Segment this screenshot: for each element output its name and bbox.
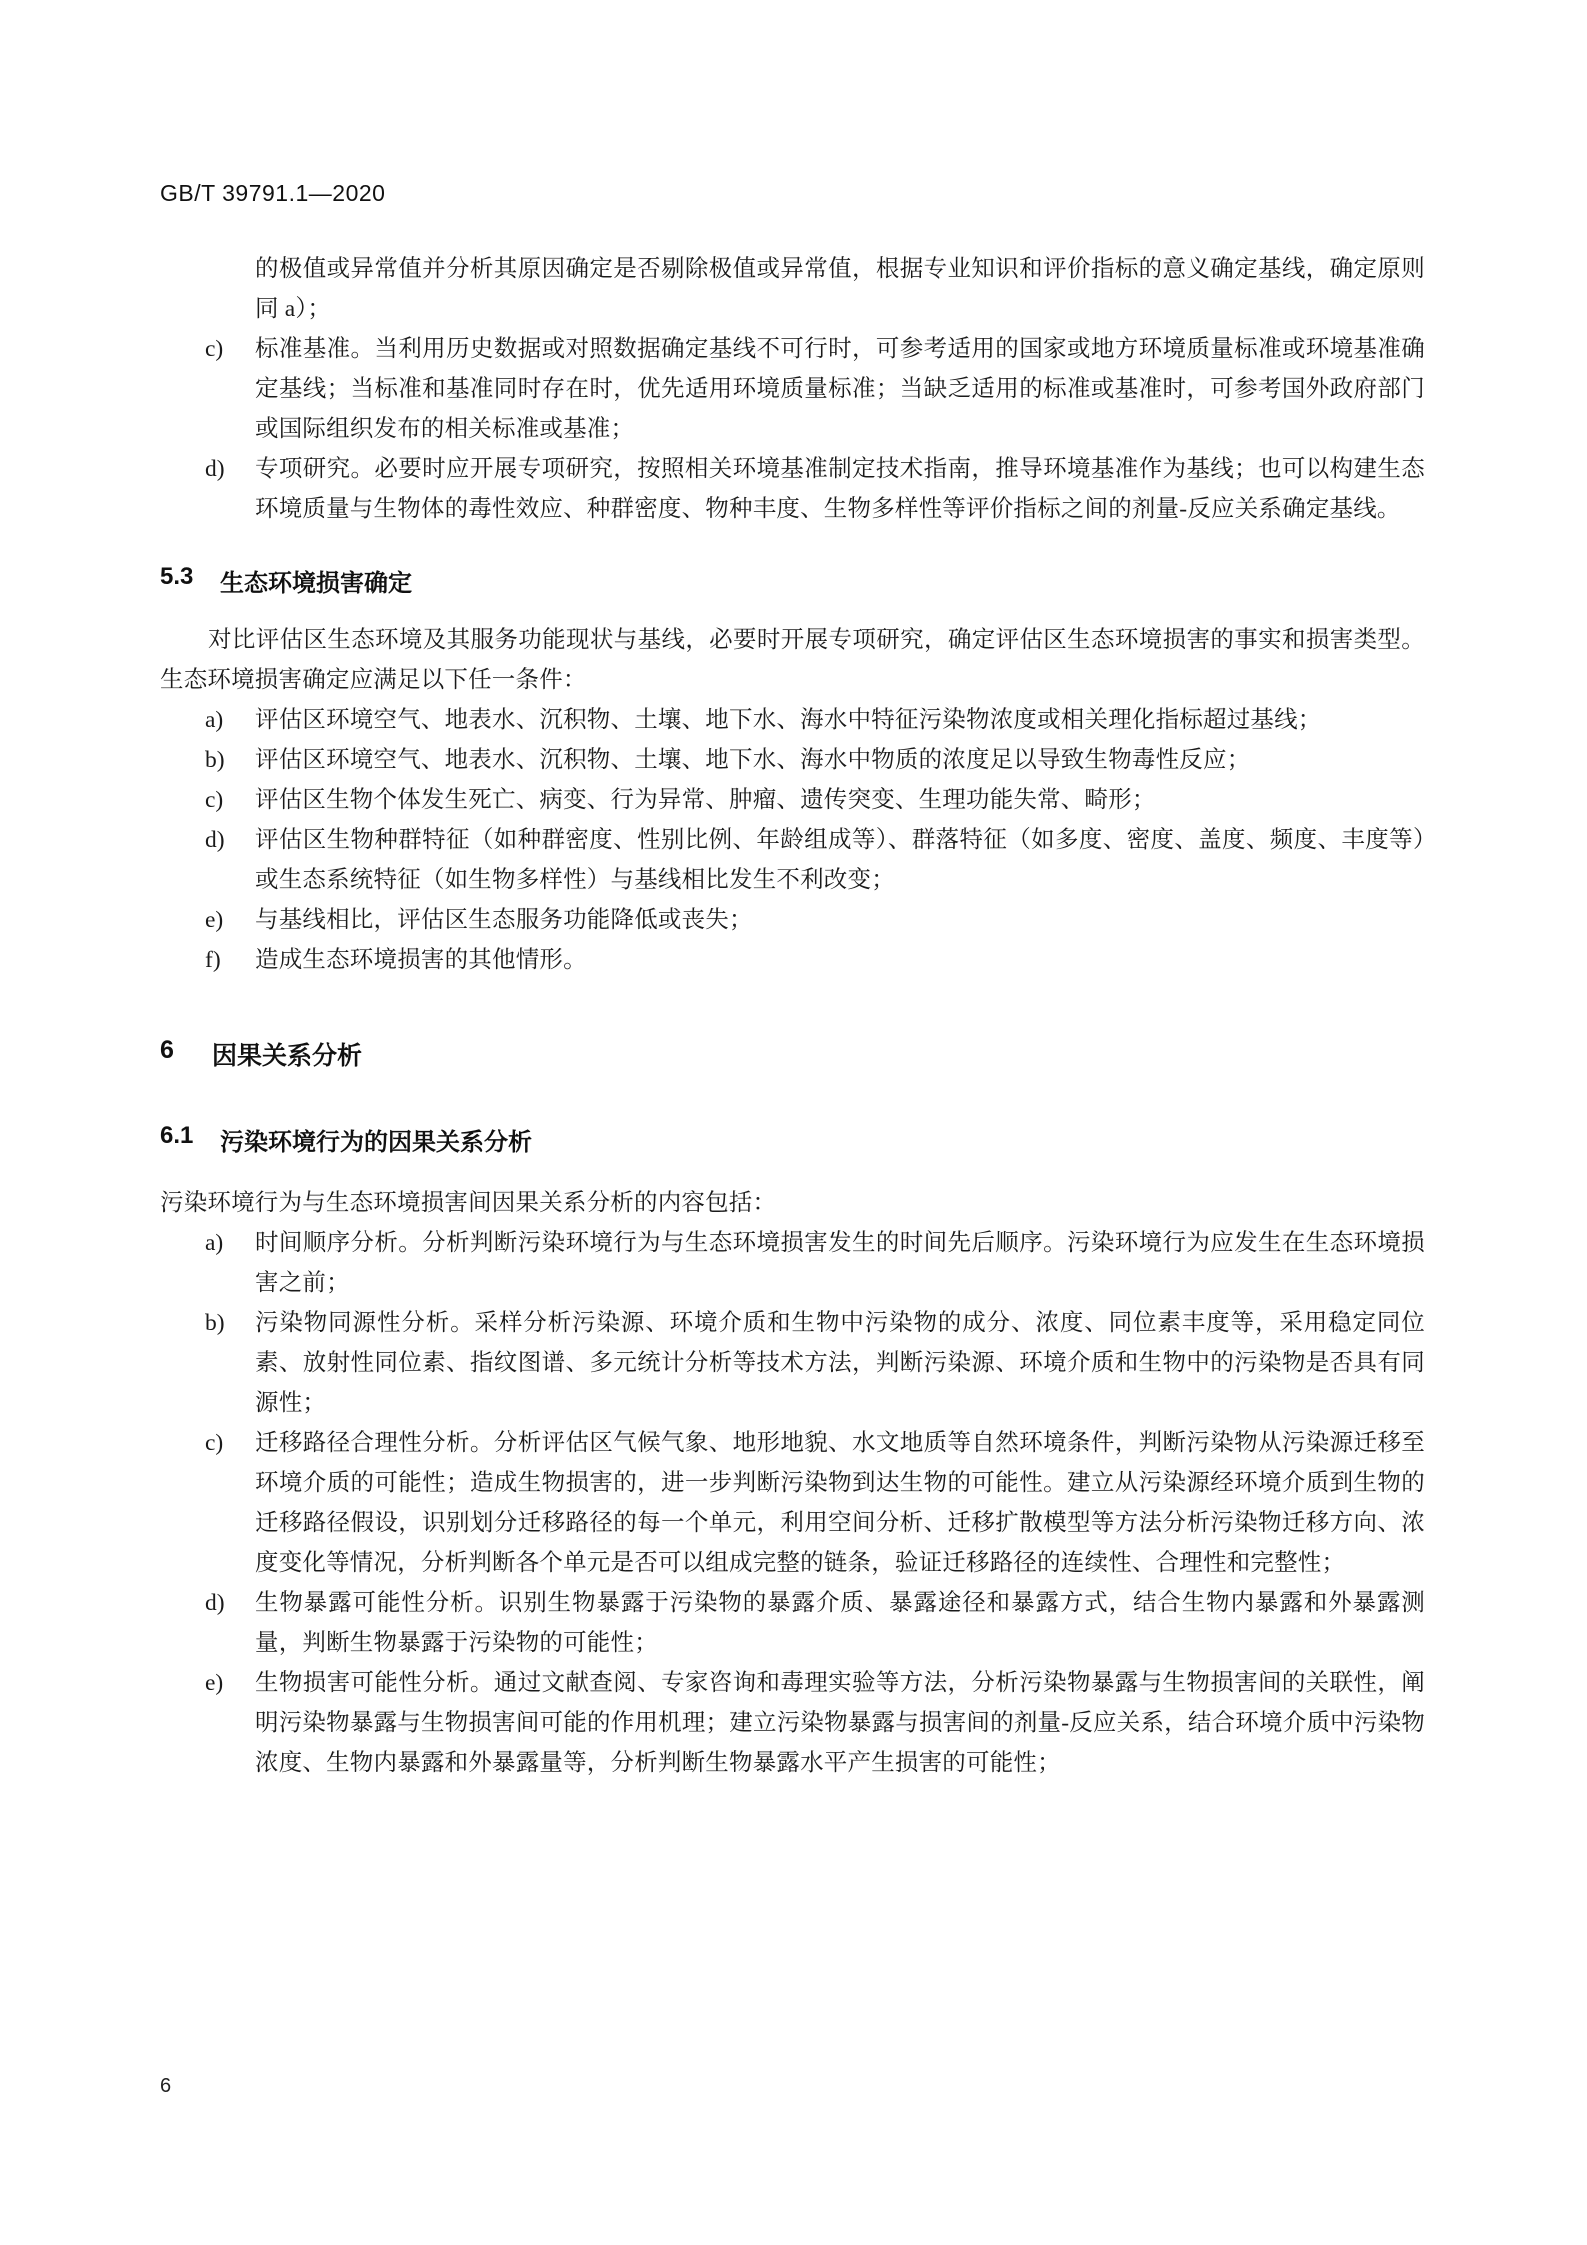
list-text: 专项研究。必要时应开展专项研究，按照相关环境基准制定技术指南，推导环境基准作为基线；也可以构建生态环境质量与生物体的毒性效应、种群密度、物种丰度、生物多样性等评价指标之间的剂量-反应关系确定基线。: [255, 456, 1425, 522]
list-item: [160, 1223, 1425, 1303]
list-item: [160, 820, 1425, 900]
list-item: [160, 700, 1425, 740]
list-item: [160, 900, 1425, 940]
section-6-1-list: [160, 1223, 1425, 1783]
list-text: 评估区环境空气、地表水、沉积物、土壤、地下水、海水中物质的浓度足以导致生物毒性反应；: [255, 747, 1251, 773]
list-item: [160, 1423, 1425, 1583]
list-text: 评估区生物个体发生死亡、病变、行为异常、肿瘤、遗传突变、生理功能失常、畸形；: [255, 787, 1156, 813]
list-text: 与基线相比，评估区生态服务功能降低或丧失；: [255, 907, 753, 933]
standard-code-header: GB/T 39791.1—2020: [160, 180, 386, 206]
list-marker: d): [205, 456, 225, 482]
top-list: [160, 329, 1425, 529]
section-number: 6.1: [160, 1122, 194, 1149]
section-5-3-intro: 对比评估区生态环境及其服务功能现状与基线，必要时开展专项研究，确定评估区生态环境损害的事实和损害类型。生态环境损害确定应满足以下任一条件：: [160, 627, 1425, 693]
list-marker: d): [205, 1590, 225, 1616]
list-item: [160, 1663, 1425, 1783]
section-5-3-list: [160, 700, 1425, 980]
section-number: 5.3: [160, 563, 194, 590]
list-text: 时间顺序分析。分析判断污染环境行为与生态环境损害发生的时间先后顺序。污染环境行为应发生在生态环境损害之前；: [255, 1230, 1425, 1296]
list-text: 生物损害可能性分析。通过文献查阅、专家咨询和毒理实验等方法，分析污染物暴露与生物损害间的关联性，阐明污染物暴露与生物损害间可能的作用机理；建立污染物暴露与损害间的剂量-反应关系，结合环境介质中污染物浓度、生物内暴露和外暴露量等，分析判断生物暴露水平产生损害的可能性；: [255, 1670, 1425, 1776]
list-text: 评估区生物种群特征（如种群密度、性别比例、年龄组成等）、群落特征（如多度、密度、盖度、频度、丰度等）或生态系统特征（如生物多样性）与基线相比发生不利改变；: [255, 827, 1425, 893]
list-text: 生物暴露可能性分析。识别生物暴露于污染物的暴露介质、暴露途径和暴露方式，结合生物内暴露和外暴露测量，判断生物暴露于污染物的可能性；: [255, 1590, 1425, 1656]
section-heading-5-3: [160, 563, 1425, 598]
list-item: [160, 940, 1425, 980]
list-item: [160, 780, 1425, 820]
list-marker: c): [205, 336, 224, 362]
list-marker: b): [205, 747, 225, 773]
list-item: [160, 449, 1425, 529]
list-marker: a): [205, 707, 224, 733]
list-text: 评估区环境空气、地表水、沉积物、土壤、地下水、海水中特征污染物浓度或相关理化指标超过基线；: [255, 707, 1322, 733]
list-marker: f): [205, 947, 221, 973]
page-content: [160, 180, 1425, 1783]
list-item: [160, 740, 1425, 780]
section-heading-6-1: [160, 1122, 1425, 1157]
section-6-1-intro: 污染环境行为与生态环境损害间因果关系分析的内容包括：: [160, 1190, 777, 1216]
list-marker: a): [205, 1230, 224, 1256]
continuation-paragraph: 的极值或异常值并分析其原因确定是否剔除极值或异常值，根据专业知识和评价指标的意义确定基线，确定原则同 a）；: [255, 256, 1425, 322]
list-item: [160, 329, 1425, 449]
list-text: 迁移路径合理性分析。分析评估区气候气象、地形地貌、水文地质等自然环境条件，判断污染物从污染源迁移至环境介质的可能性；造成生物损害的，进一步判断污染物到达生物的可能性。建立从污染源经环境介质到生物的迁移路径假设，识别划分迁移路径的每一个单元，利用空间分析、迁移扩散模型等方法分析污染物迁移方向、浓度变化等情况，分析判断各个单元是否可以组成完整的链条，验证迁移路径的连续性、合理性和完整性；: [255, 1430, 1425, 1576]
section-number: 6: [160, 1036, 174, 1064]
list-marker: e): [205, 907, 224, 933]
list-item: [160, 1583, 1425, 1663]
list-text: 造成生态环境损害的其他情形。: [255, 947, 587, 973]
list-text: 标准基准。当利用历史数据或对照数据确定基线不可行时，可参考适用的国家或地方环境质量标准或环境基准确定基线；当标准和基准同时存在时，优先适用环境质量标准；当缺乏适用的标准或基准时，可参考国外政府部门或国际组织发布的相关标准或基准；: [255, 336, 1425, 442]
page-number: 6: [160, 2075, 172, 2097]
section-title: 因果关系分析: [212, 1042, 363, 1070]
list-marker: c): [205, 787, 224, 813]
list-marker: d): [205, 827, 225, 853]
list-marker: e): [205, 1670, 224, 1696]
list-marker: c): [205, 1430, 224, 1456]
list-marker: b): [205, 1310, 225, 1336]
list-text: 污染物同源性分析。采样分析污染源、环境介质和生物中污染物的成分、浓度、同位素丰度等，采用稳定同位素、放射性同位素、指纹图谱、多元统计分析等技术方法，判断污染源、环境介质和生物中的污染物是否具有同源性；: [255, 1310, 1425, 1416]
section-heading-6: [160, 1036, 1425, 1072]
section-title: 生态环境损害确定: [220, 570, 412, 597]
section-title: 污染环境行为的因果关系分析: [220, 1129, 532, 1156]
list-item: [160, 1303, 1425, 1423]
